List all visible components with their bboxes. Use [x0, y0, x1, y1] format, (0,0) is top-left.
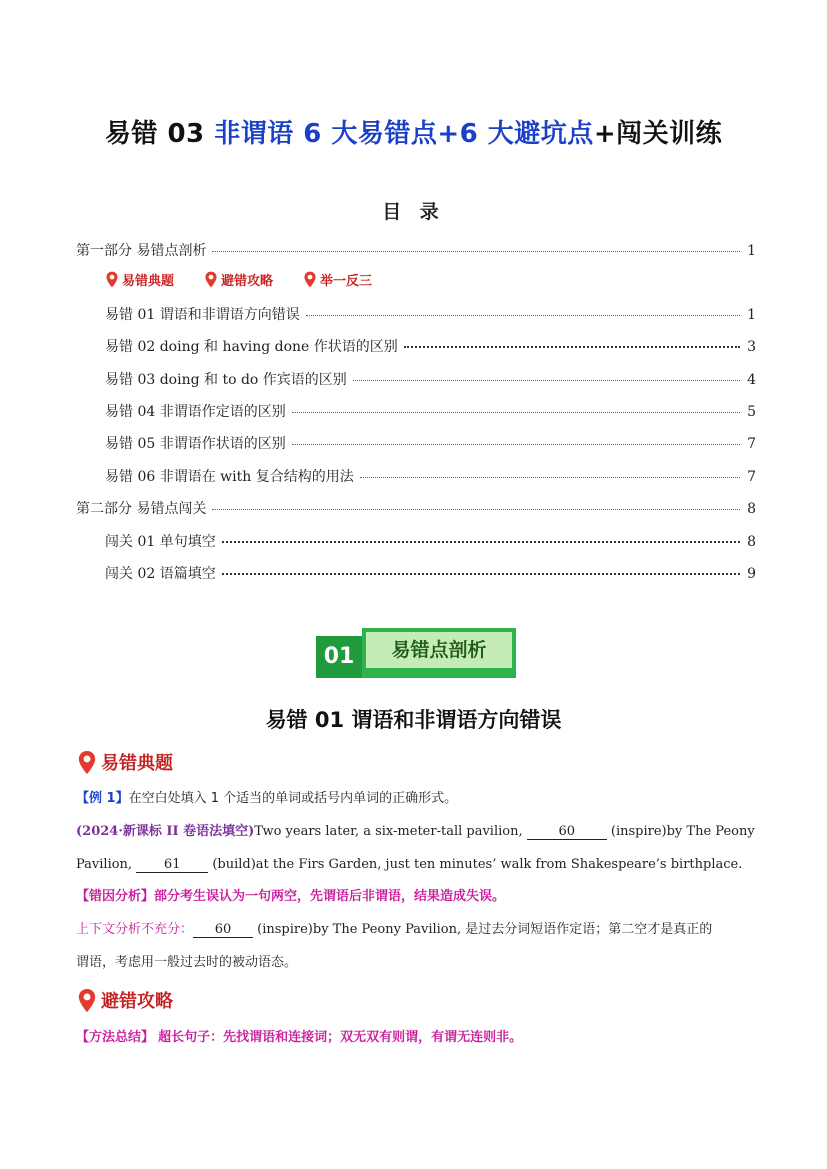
subheading-label: 避错攻略 [101, 991, 173, 1012]
method-summary [76, 1021, 756, 1054]
location-pin-icon [204, 271, 218, 288]
toc-part1[interactable] [76, 240, 756, 260]
toc-part1-label: 第一部分 易错点剖析 [76, 243, 207, 259]
section-title: 易错 01 谓语和非谓语方向错误 [265, 708, 562, 732]
toc-page: 8 [747, 534, 756, 550]
title-main: 非谓语 6 大易错点+6 大避坑点 [214, 119, 594, 149]
context-text-1: (inspire)by The Peony Pavilion, 是过去分词短语作定语；第二空才是真正的 [253, 922, 713, 937]
tag-avoid [204, 270, 273, 289]
example-instruction-text: 在空白处填入 1 个适当的单词或括号内单词的正确形式。 [128, 791, 458, 806]
toc-page: 4 [747, 372, 756, 388]
toc-page: 1 [747, 243, 756, 259]
toc-page: 8 [747, 501, 756, 517]
tag-label: 易错典题 [122, 274, 175, 289]
context-analysis [76, 913, 756, 979]
example-text-1: Two years later, a six-meter-tall pavilion, [254, 824, 527, 839]
toc-tags [105, 270, 372, 289]
example-question [76, 815, 756, 881]
example-text-2: (inspire)by The Peony Pavilion, [76, 824, 755, 872]
toc-page: 1 [747, 307, 756, 323]
location-pin-icon [105, 271, 119, 288]
section-banner [316, 628, 516, 678]
example-label: 【例 1】 [76, 791, 129, 806]
toc-item[interactable] [105, 433, 756, 453]
analysis-label: 【错因分析】 [76, 889, 155, 904]
location-pin-icon [303, 271, 317, 288]
title-prefix: 易错 03 [104, 119, 205, 149]
toc-leader [212, 251, 740, 252]
toc-page: 9 [747, 566, 756, 582]
subheading-label: 易错典题 [101, 753, 173, 774]
toc-leader [292, 444, 740, 445]
context-text-2: 谓语，考虑用一般过去时的被动语态。 [76, 955, 298, 970]
toc-item[interactable] [105, 369, 756, 389]
toc-page: 7 [747, 469, 756, 485]
tag-label: 举一反三 [320, 274, 373, 289]
toc-item-label: 易错 06 非谓语在 with 复合结构的用法 [105, 469, 354, 485]
toc-leader [353, 380, 740, 381]
context-blank-60: 60 [193, 923, 253, 938]
toc-page: 7 [747, 436, 756, 452]
toc-page: 3 [747, 339, 756, 355]
toc-item-label: 易错 05 非谓语作状语的区别 [105, 436, 286, 452]
toc-item-label: 闯关 01 单句填空 [105, 534, 216, 550]
method-label: 【方法总结】 [76, 1030, 155, 1045]
tag-label: 避错攻略 [221, 274, 274, 289]
method-text: 超长句子：先找谓语和连接词；双无双有则谓，有谓无连则非。 [158, 1030, 523, 1045]
error-analysis [76, 880, 756, 913]
toc-heading: 目 录 [382, 201, 445, 223]
toc-item[interactable] [105, 466, 756, 486]
toc-part2[interactable] [76, 498, 756, 518]
toc-item-label: 易错 01 谓语和非谓语方向错误 [105, 307, 300, 323]
subheading-typical [77, 749, 173, 775]
example-text-3: (build)at the Firs Garden, just ten minutes’ walk from Shakespeare’s birthplace. [208, 857, 743, 872]
example-source: (2024·新课标 II 卷语法填空) [76, 824, 255, 839]
toc-item[interactable] [105, 563, 756, 583]
banner-text: 易错点剖析 [366, 632, 512, 668]
toc-item[interactable] [105, 336, 756, 356]
toc-leader [222, 541, 740, 543]
toc-item-label: 闯关 02 语篇填空 [105, 566, 216, 582]
document-title [0, 113, 827, 150]
title-suffix: +闯关训练 [593, 119, 723, 149]
answer-blank-60[interactable]: 60 [527, 825, 607, 840]
location-pin-icon [77, 750, 97, 775]
toc-leader [360, 477, 740, 478]
toc-item-label: 易错 04 非谓语作定语的区别 [105, 404, 286, 420]
banner-number: 01 [316, 636, 362, 678]
example-instruction [76, 782, 756, 815]
toc-item-label: 易错 02 doing 和 having done 作状语的区别 [105, 339, 398, 355]
context-label: 上下文分析不充分： [76, 922, 194, 937]
toc-item[interactable] [105, 401, 756, 421]
tag-practice [303, 270, 372, 289]
analysis-text: 部分考生误认为一句两空，先谓语后非谓语，结果造成失误。 [154, 889, 506, 904]
tag-typical [105, 270, 174, 289]
toc-leader [212, 509, 740, 510]
toc-item[interactable] [105, 531, 756, 551]
toc-page: 5 [747, 404, 756, 420]
answer-blank-61[interactable]: 61 [136, 858, 208, 873]
toc-leader [404, 346, 740, 348]
subheading-avoid [77, 987, 173, 1013]
toc-leader [222, 573, 740, 575]
banner-frame [362, 628, 516, 678]
toc-leader [292, 412, 740, 413]
toc-part2-label: 第二部分 易错点闯关 [76, 501, 207, 517]
toc-item[interactable] [105, 304, 756, 324]
toc-item-label: 易错 03 doing 和 to do 作宾语的区别 [105, 372, 347, 388]
location-pin-icon [77, 988, 97, 1013]
toc-leader [306, 315, 740, 316]
